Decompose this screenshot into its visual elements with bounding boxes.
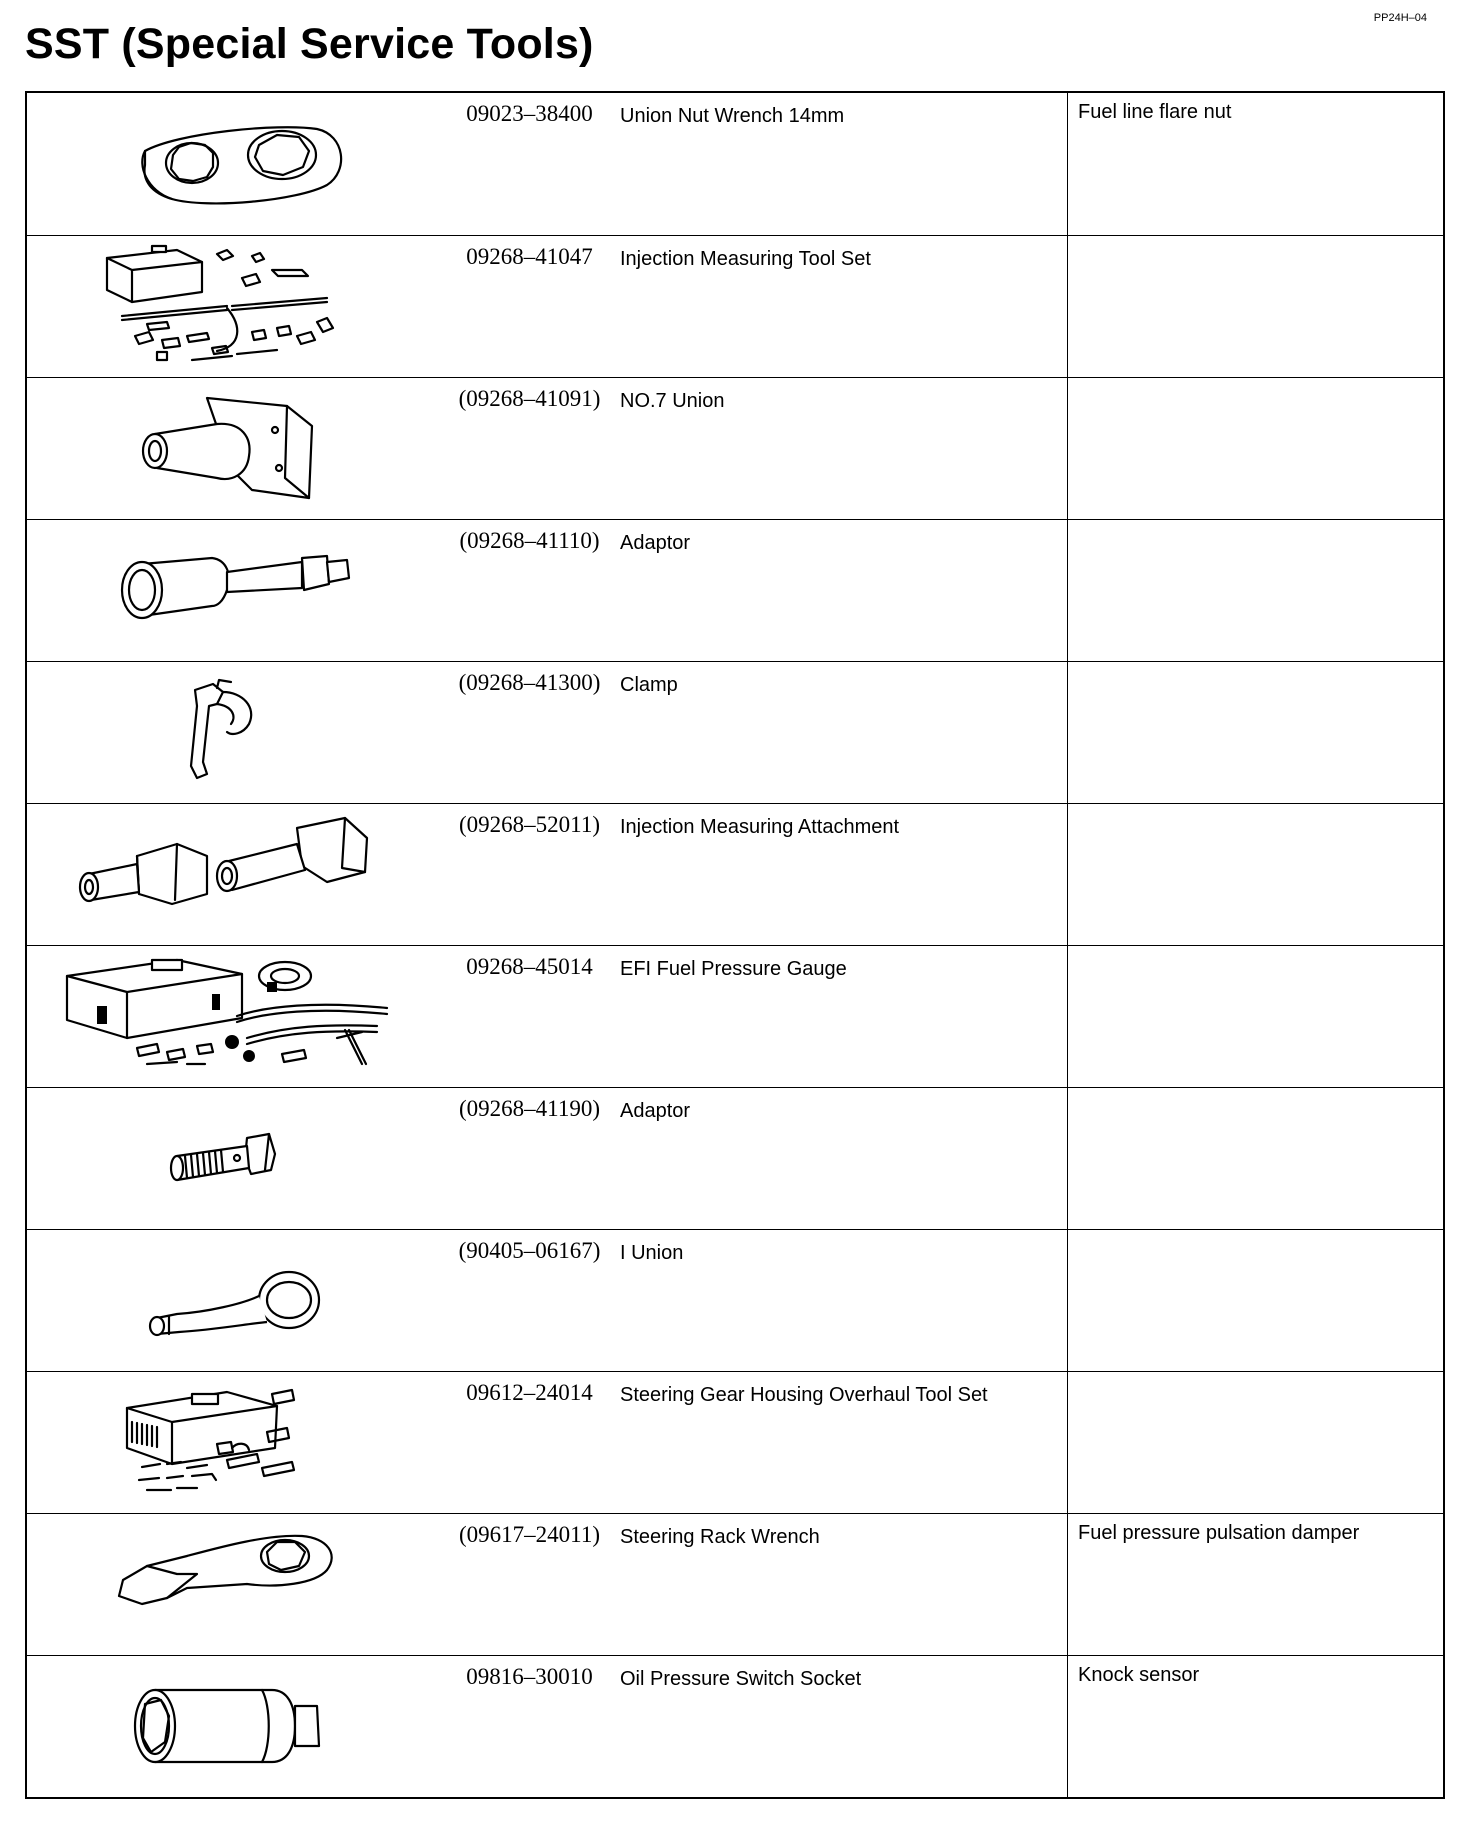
tool-name: Steering Gear Housing Overhaul Tool Set <box>620 1384 988 1406</box>
tool-name: Adaptor <box>620 1100 691 1122</box>
table-row <box>27 661 1443 803</box>
part-number: 09023–38400 <box>466 101 593 126</box>
tool-name: Adaptor <box>620 532 691 554</box>
steering-rack-wrench-icon <box>27 1514 432 1655</box>
tool-name: Steering Rack Wrench <box>620 1526 820 1548</box>
fuel-pressure-gauge-kit-icon <box>27 946 432 1087</box>
table-row <box>27 1655 1443 1797</box>
column-divider <box>1067 520 1068 661</box>
page-code: PP24H–04 <box>1373 12 1427 24</box>
tool-name: Union Nut Wrench 14mm <box>620 105 845 127</box>
column-divider <box>1067 662 1068 803</box>
i-union-icon <box>27 1230 432 1371</box>
part-number: (09268–41110) <box>459 528 600 553</box>
column-divider <box>1067 1656 1068 1797</box>
part-number: 09268–41047 <box>466 244 593 269</box>
column-divider <box>1067 1230 1068 1371</box>
column-divider <box>1067 1372 1068 1513</box>
table-row <box>27 1371 1443 1513</box>
tool-name: Oil Pressure Switch Socket <box>620 1668 862 1690</box>
table-row <box>27 1087 1443 1229</box>
part-number: 09612–24014 <box>466 1380 593 1405</box>
clamp-icon <box>27 662 432 803</box>
column-divider <box>1067 1088 1068 1229</box>
injection-tool-set-icon <box>27 236 432 377</box>
part-number: 09268–45014 <box>466 954 593 979</box>
column-divider <box>1067 946 1068 1087</box>
column-divider <box>1067 93 1068 235</box>
table-row <box>27 1513 1443 1655</box>
page-title: SST (Special Service Tools) <box>25 20 594 68</box>
usage-note: Knock sensor <box>1078 1664 1200 1686</box>
steering-tool-set-icon <box>27 1372 432 1513</box>
part-number: (09617–24011) <box>459 1522 600 1547</box>
column-divider <box>1067 378 1068 519</box>
injection-attachment-icon <box>27 804 432 945</box>
part-number: (09268–52011) <box>459 812 600 837</box>
tool-name: EFI Fuel Pressure Gauge <box>620 958 847 980</box>
table-row <box>27 803 1443 945</box>
no7-union-icon <box>27 378 432 519</box>
usage-note: Fuel pressure pulsation damper <box>1078 1522 1360 1544</box>
column-divider <box>1067 236 1068 377</box>
table-row <box>27 1229 1443 1371</box>
part-number: (90405–06167) <box>458 1238 601 1263</box>
tool-name: Clamp <box>620 674 678 696</box>
table-row <box>27 235 1443 377</box>
part-number: (09268–41190) <box>459 1096 600 1121</box>
tool-name: I Union <box>620 1242 684 1264</box>
table-row <box>27 377 1443 519</box>
adaptor-icon <box>27 520 432 661</box>
column-divider <box>1067 1514 1068 1655</box>
sst-table <box>25 91 1445 1799</box>
column-divider <box>1067 804 1068 945</box>
part-number: (09268–41300) <box>458 670 601 695</box>
tool-name: Injection Measuring Tool Set <box>620 248 871 270</box>
union-nut-wrench-icon <box>27 93 432 235</box>
bolt-adaptor-icon <box>27 1088 432 1229</box>
part-number: (09268–41091) <box>458 386 601 411</box>
table-row <box>27 945 1443 1087</box>
usage-note: Fuel line flare nut <box>1078 101 1232 123</box>
table-row <box>27 93 1443 235</box>
tool-name: Injection Measuring Attachment <box>620 816 900 838</box>
table-row <box>27 519 1443 661</box>
tool-name: NO.7 Union <box>620 390 725 412</box>
part-number: 09816–30010 <box>466 1664 593 1689</box>
socket-icon <box>27 1656 432 1797</box>
